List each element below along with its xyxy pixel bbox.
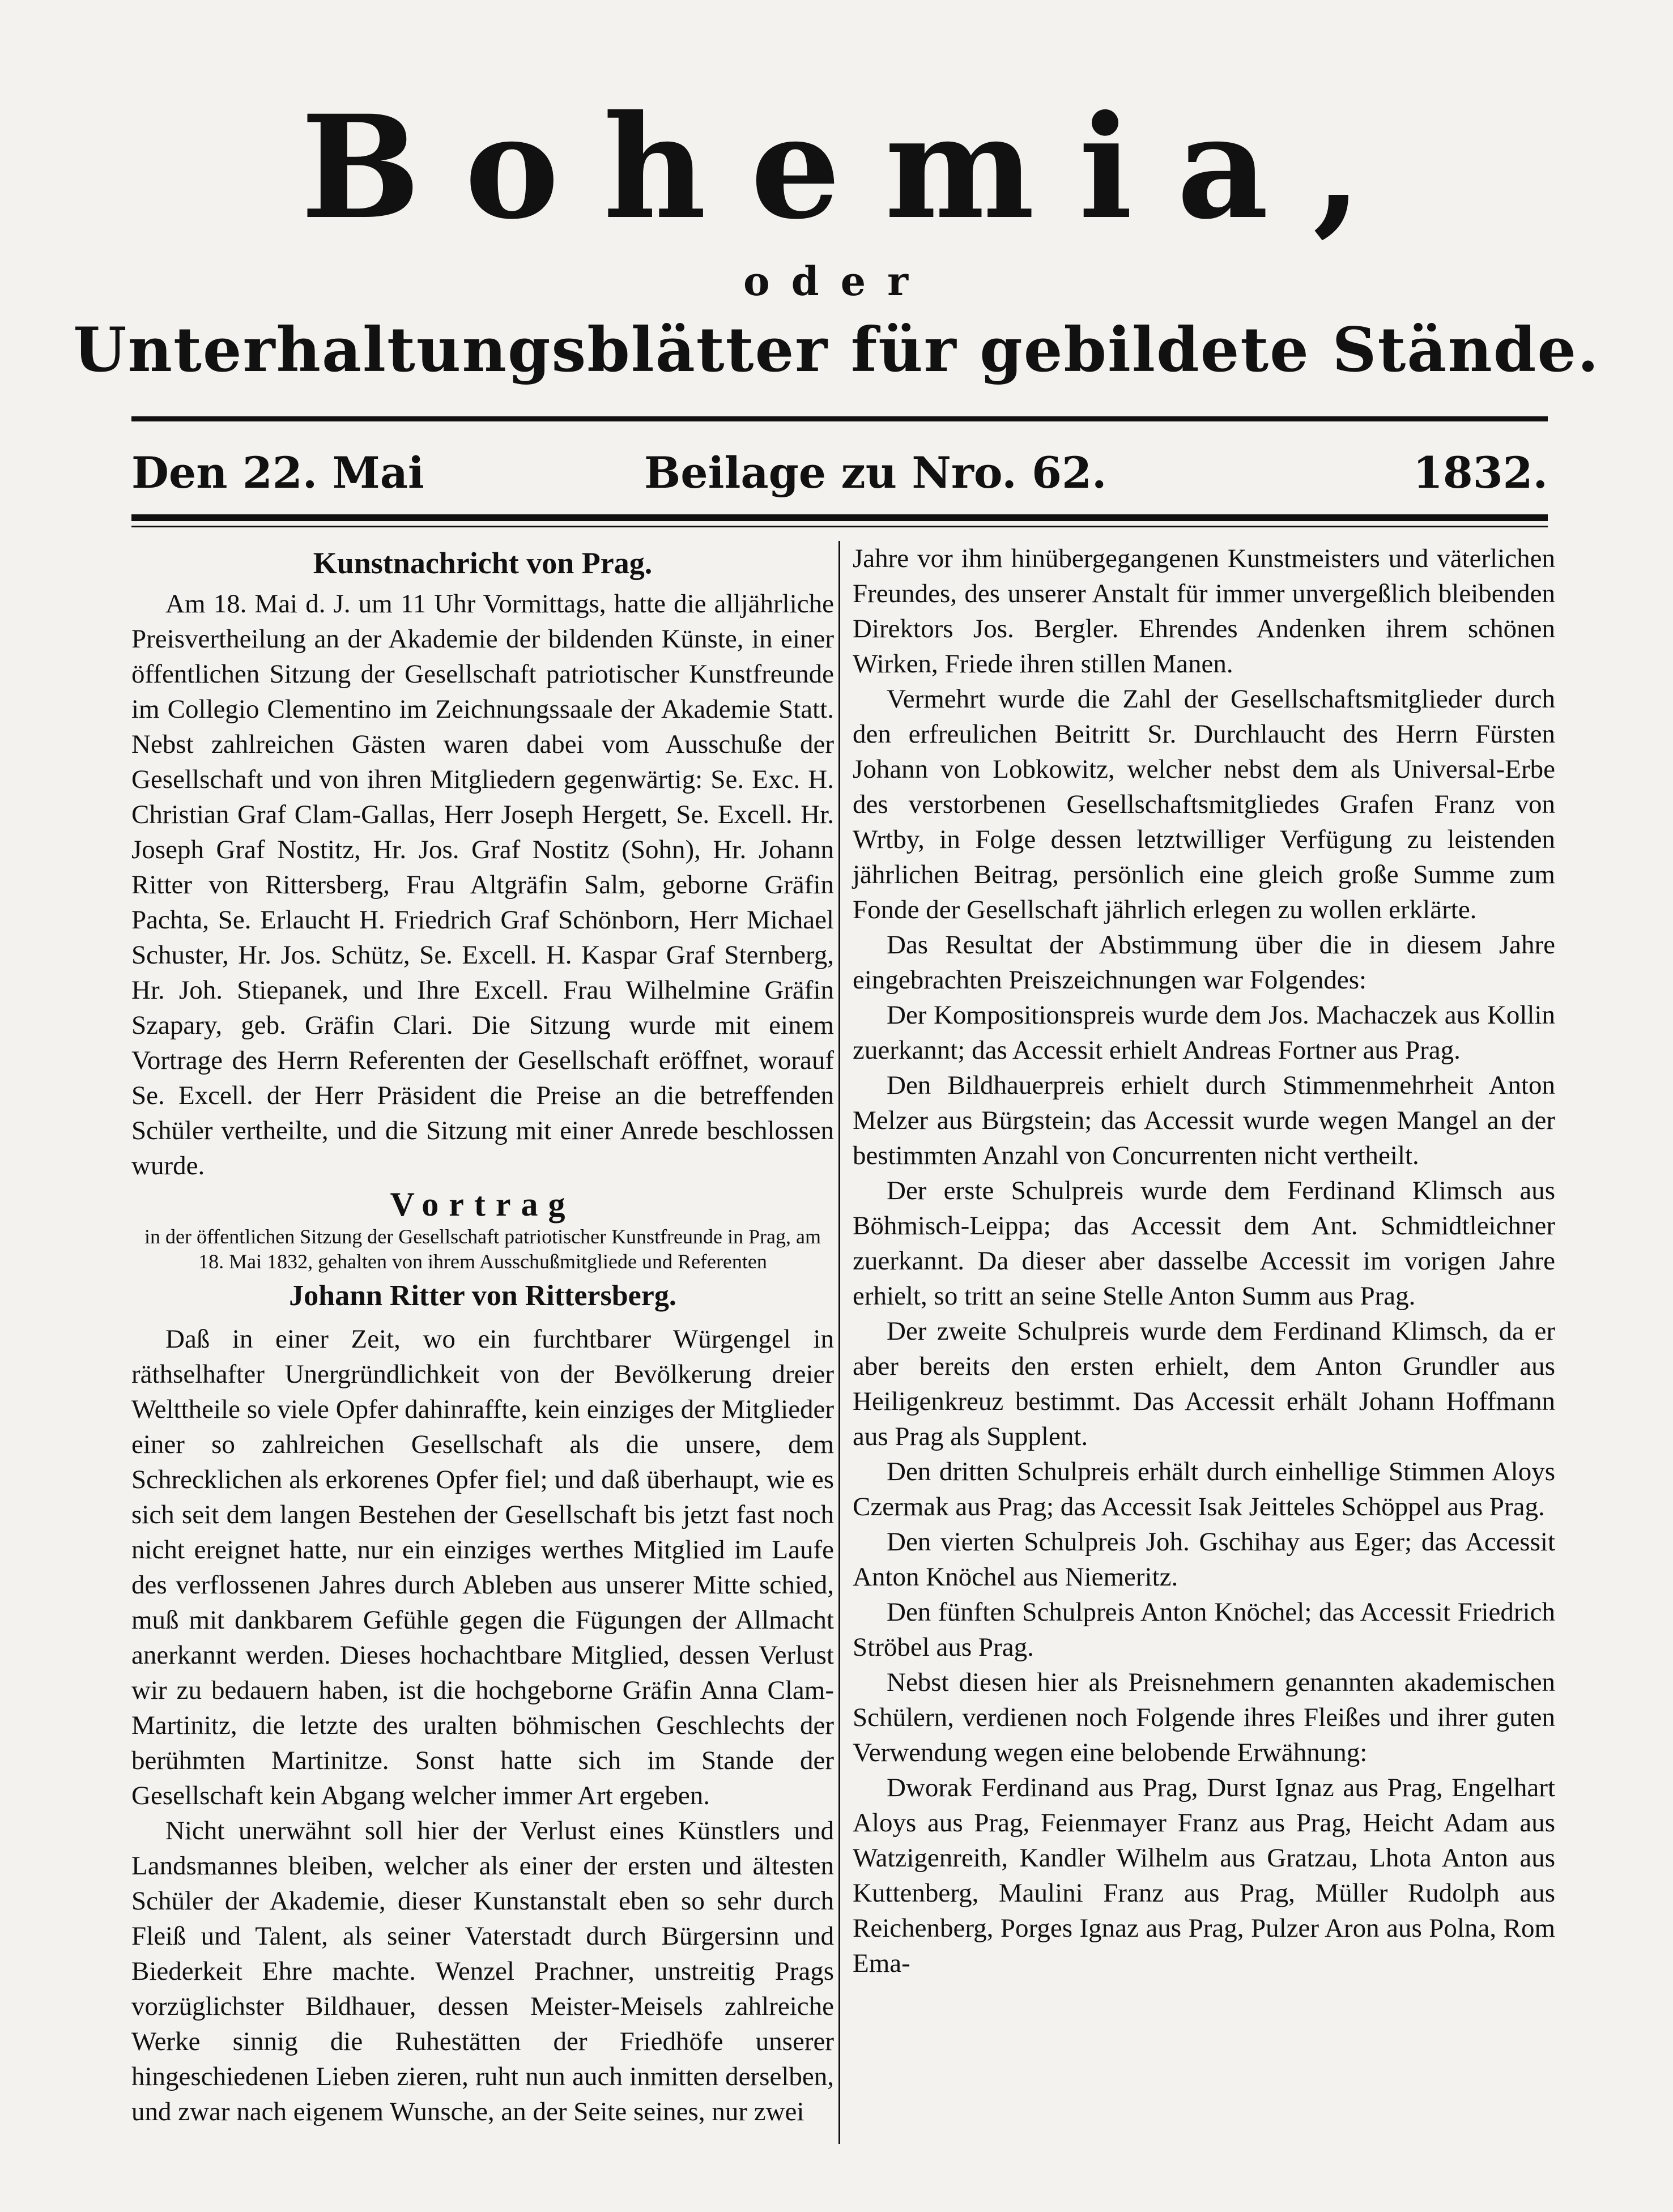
article-paragraph: Jahre vor ihm hinübergegangenen Kunstmeisters und väterlichen Freundes, des unserer Anstalt für immer unvergeßlich bleibenden Direktors Jos. Bergler. Ehrendes Andenken ihrem schönen Wirken, Friede ihren stillen Manen. [853, 544, 1555, 679]
article-paragraph: Den vierten Schulpreis Joh. Gschihay aus Eger; das Accessit Anton Knöchel aus Niemeritz. [853, 1527, 1555, 1592]
article-paragraph: Nicht unerwähnt soll hier der Verlust eines Künstlers und Landsmannes bleiben, welcher als einer der ersten und ältesten Schüler der Akademie, dieser Kunstanstalt eben so sehr durch Fleiß und Talent, als seiner Vaterstadt durch Bürgersinn und Biederkeit Ehre machte. Wenzel Prachner, unstreitig Prags vorzüglichster Bildhauer, dessen Meister-Meisels zahlreiche Werke sinnig die Ruhestätten der Friedhöfe unserer hingeschiedenen Lieben zieren, ruht nun auch inmitten derselben, und zwar nach eigenem Wunsche, an der Seite seines, nur zwei [131, 1816, 834, 2126]
newspaper-subtitle: Unterhaltungsblätter für gebildete Stände. [73, 314, 1600, 386]
newspaper-title: Bohemia, [300, 84, 1407, 250]
article-paragraph: Der erste Schulpreis wurde dem Ferdinand Klimsch aus Böhmisch-Leippa; das Accessit dem Ant. Schmidtleichner zuerkannt. Da dieser aber dasselbe Accessit im vorigen Jahre erhielt, so tritt an seine Stelle Anton Summ aus Prag. [853, 1176, 1555, 1311]
article-paragraph: Der Kompositionspreis wurde dem Jos. Machaczek aus Kollin zuerkannt; das Accessit erhielt Andreas Fortner aus Prag. [853, 1000, 1555, 1065]
dateline [131, 442, 1548, 510]
article-paragraph: Den Bildhauerpreis erhielt durch Stimmenmehrheit Anton Melzer aus Bürgstein; das Accessit wurde wegen Mangel an der bestimmten Anzahl von Concurrenten nicht vertheilt. [853, 1071, 1555, 1170]
article-paragraph: Dworak Ferdinand aus Prag, Durst Ignaz aus Prag, Engelhart Aloys aus Prag, Feienmayer Franz aus Prag, Heicht Adam aus Watzigenreith, Kandler Wilhelm aus Gratzau, Lhota Anton aus Kuttenberg, Maulini Franz aus Prag, Müller Rudolph aus Reichenberg, Porges Ignaz aus Prag, Pulzer Aron aus Polna, Rom Ema- [853, 1773, 1555, 1978]
article-paragraph: Das Resultat der Abstimmung über die in diesem Jahre eingebrachten Preiszeichnungen war Folgendes: [853, 930, 1555, 995]
issue-year: 1832. [1413, 447, 1548, 498]
article-paragraph: Den fünften Schulpreis Anton Knöchel; das Accessit Friedrich Ströbel aus Prag. [853, 1597, 1555, 1662]
rule-bottom-thin [131, 526, 1548, 527]
article-paragraph: Der zweite Schulpreis wurde dem Ferdinand Klimsch, da er aber bereits den ersten erhielt, dem Anton Grundler aus Heiligenkreuz bestimmt. Das Accessit erhält Johann Hoffmann aus Prag als Supplent. [853, 1316, 1555, 1451]
left-column [131, 541, 834, 2129]
vortrag-heading: Vortrag [390, 1186, 576, 1223]
right-column [853, 541, 1555, 1981]
article-paragraph: Am 18. Mai d. J. um 11 Uhr Vormittags, hatte die alljährliche Preisvertheilung an der Akademie der bildenden Künste, in einer öffentlichen Sitzung der Gesellschaft patriotischer Kunstfreunde im Collegio Clementino im Zeichnungssaale der Akademie Statt. Nebst zahlreichen Gästen waren dabei vom Ausschuße der Gesellschaft und von ihren Mitgliedern gegenwärtig: Se. Exc. H. Christian Graf Clam-Gallas, Herr Joseph Hergett, Se. Excell. Hr. Joseph Graf Nostitz, Hr. Jos. Graf Nostitz (Sohn), Hr. Johann Ritter von Rittersberg, Frau Altgräfin Salm, geborne Gräfin Pachta, Se. Erlaucht H. Friedrich Graf Schönborn, Herr Michael Schuster, Hr. Jos. Schütz, Se. Excell. H. Kaspar Graf Sternberg, Hr. Joh. Stiepanek, und Ihre Excell. Frau Wilhelmine Gräfin Szapary, geb. Gräfin Clari. Die Sitzung wurde mit einem Vortrage des Herrn Referenten der Gesellschaft eröffnet, worauf Se. Excell. der Herr Präsident die Preise an die betreffenden Schüler vertheilte, und die Sitzung mit einer Anrede beschlossen wurde. [131, 589, 834, 1180]
masthead [0, 84, 1673, 250]
masthead-oder: oder [743, 258, 930, 305]
article-paragraph: Vermehrt wurde die Zahl der Gesellschaftsmitglieder durch den erfreulichen Beitritt Sr. Durchlaucht des Herrn Fürsten Johann von Lobkowitz, welcher nebst dem als Universal-Erbe des verstorbenen Gesellschaftsmitgliedes Grafen Franz von Wrtby, in Folge dessen letztwilliger Verfügung zu leistenden jährlichen Beitrag, persönlich eine gleich große Summe zum Fonde der Gesellschaft jährlich erlegen zu wollen erklärte. [853, 684, 1555, 924]
speaker-name: Johann Ritter von Rittersberg. [289, 1280, 676, 1312]
article-paragraph: Den dritten Schulpreis erhält durch einhellige Stimmen Aloys Czermak aus Prag; das Accessit Isak Jeitteles Schöppel aus Prag. [853, 1457, 1555, 1521]
issue-supplement: Beilage zu Nro. 62. [644, 447, 1107, 498]
article-heading: Kunstnachricht von Prag. [313, 546, 653, 580]
rule-top [131, 416, 1548, 421]
issue-date: Den 22. Mai [131, 447, 424, 498]
column-divider [838, 541, 840, 2144]
rule-bottom-thick [131, 514, 1548, 521]
vortrag-subheading: in der öffentlichen Sitzung der Gesellschaft patriotischer Kunstfreunde in Prag, am 18. Mai 1832, gehalten von ihrem Ausschußmitgliede und Referenten [144, 1225, 821, 1273]
article-paragraph: Daß in einer Zeit, wo ein furchtbarer Würgengel in räthselhafter Unergründlichkeit von der Bevölkerung dreier Welttheile so viele Opfer dahinraffte, kein einziges der Mitglieder einer so zahlreichen Gesellschaft als die unsere, dem Schrecklichen als erkorenes Opfer fiel; und daß überhaupt, wie es sich seit dem langen Bestehen der Gesellschaft bis jetzt fast noch nicht ereignet hatte, nur ein einziges werthes Mitglied im Laufe des verflossenen Jahres durch Ableben aus unserer Mitte schied, muß mit dankbarem Gefühle gegen die Fügungen der Allmacht anerkannt werden. Dieses hochachtbare Mitglied, dessen Verlust wir zu bedauern haben, ist die hochgeborne Gräfin Anna Clam-Martinitz, die letzte des uralten böhmischen Geschlechts der berühmten Martinitze. Sonst hatte sich im Stande der Gesellschaft kein Abgang welcher immer Art ergeben. [131, 1324, 834, 1810]
article-paragraph: Nebst diesen hier als Preisnehmern genannten akademischen Schülern, verdienen noch Folgende ihres Fleißes und ihrer guten Verwendung wegen eine belobende Erwähnung: [853, 1668, 1555, 1767]
